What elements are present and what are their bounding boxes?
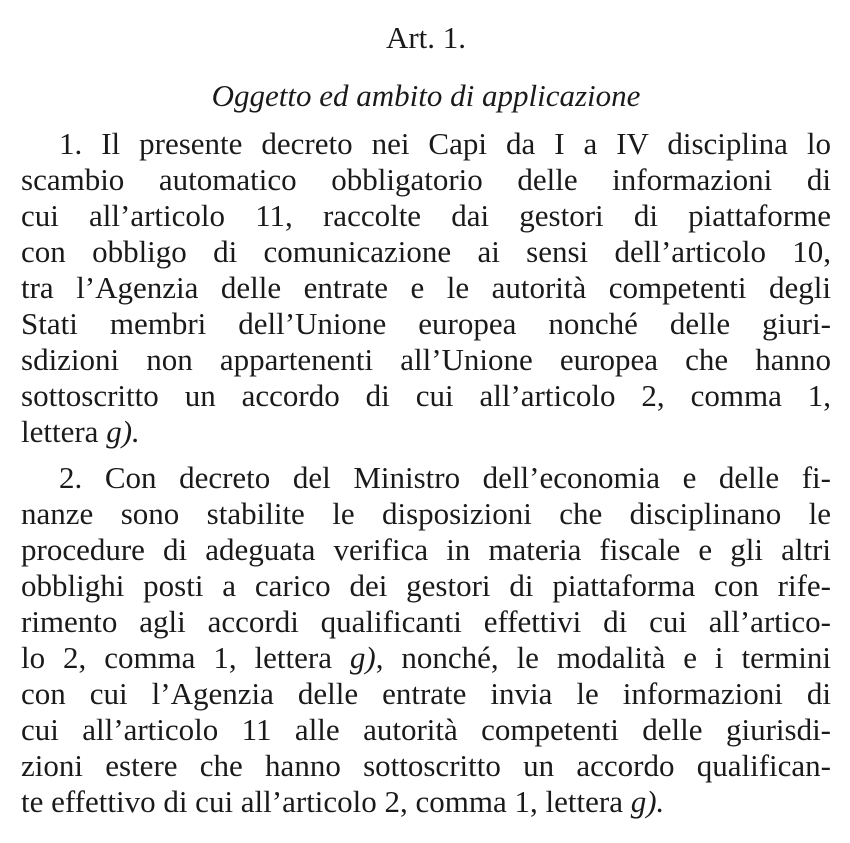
text-fragment: te effettivo di cui all’articolo 2, comma 1, lettera — [21, 784, 631, 819]
paragraph-2 — [21, 460, 831, 820]
text-line — [21, 640, 831, 676]
italic-fragment: g). — [106, 414, 140, 449]
text-line: nanze sono stabilite le disposizioni che disciplinano le — [21, 496, 831, 531]
text-fragment: lo 2, comma 1, lettera — [21, 640, 350, 675]
text-line: obblighi posti a carico dei gestori di piattaforma con rife- — [21, 568, 831, 603]
text-line: con obbligo di comunicazione ai sensi dell’articolo 10, — [21, 234, 831, 269]
text-line: cui all’articolo 11 alle autorità competenti delle giurisdi- — [21, 712, 831, 747]
italic-fragment: g) — [349, 640, 376, 675]
paragraph-1 — [21, 126, 831, 450]
text-line: scambio automatico obbligatorio delle informazioni di — [21, 162, 831, 197]
text-line: sottoscritto un accordo di cui all’articolo 2, comma 1, — [21, 378, 831, 413]
text-line — [21, 784, 831, 820]
article-title: Art. 1. — [385, 20, 467, 55]
italic-fragment: g). — [630, 784, 665, 819]
text-line: con cui l’Agenzia delle entrate invia le informazioni di — [21, 676, 831, 711]
text-line: tra l’Agenzia delle entrate e le autorità competenti degli — [21, 270, 831, 305]
text-line: sdizioni non appartenenti all’Unione europea che hanno — [21, 342, 831, 377]
article-subtitle: Oggetto ed ambito di applicazione — [211, 78, 641, 113]
text-fragment: lettera — [21, 414, 107, 449]
text-line: cui all’articolo 11, raccolte dai gestori di piattaforme — [21, 198, 831, 233]
text-line: procedure di adeguata verifica in materia fiscale e gli altri — [21, 532, 831, 567]
text-line: 1. Il presente decreto nei Capi da I a IV disciplina lo — [59, 126, 831, 161]
text-line: rimento agli accordi qualificanti effettivi di cui all’artico- — [21, 604, 831, 639]
text-line: Stati membri dell’Unione europea nonché delle giuri- — [21, 306, 831, 341]
text-line: 2. Con decreto del Ministro dell’economia e delle fi- — [59, 460, 831, 495]
text-line — [21, 414, 831, 450]
text-fragment: , nonché, le modalità e i termini — [375, 640, 831, 675]
text-line: zioni estere che hanno sottoscritto un accordo qualifican- — [21, 748, 831, 783]
